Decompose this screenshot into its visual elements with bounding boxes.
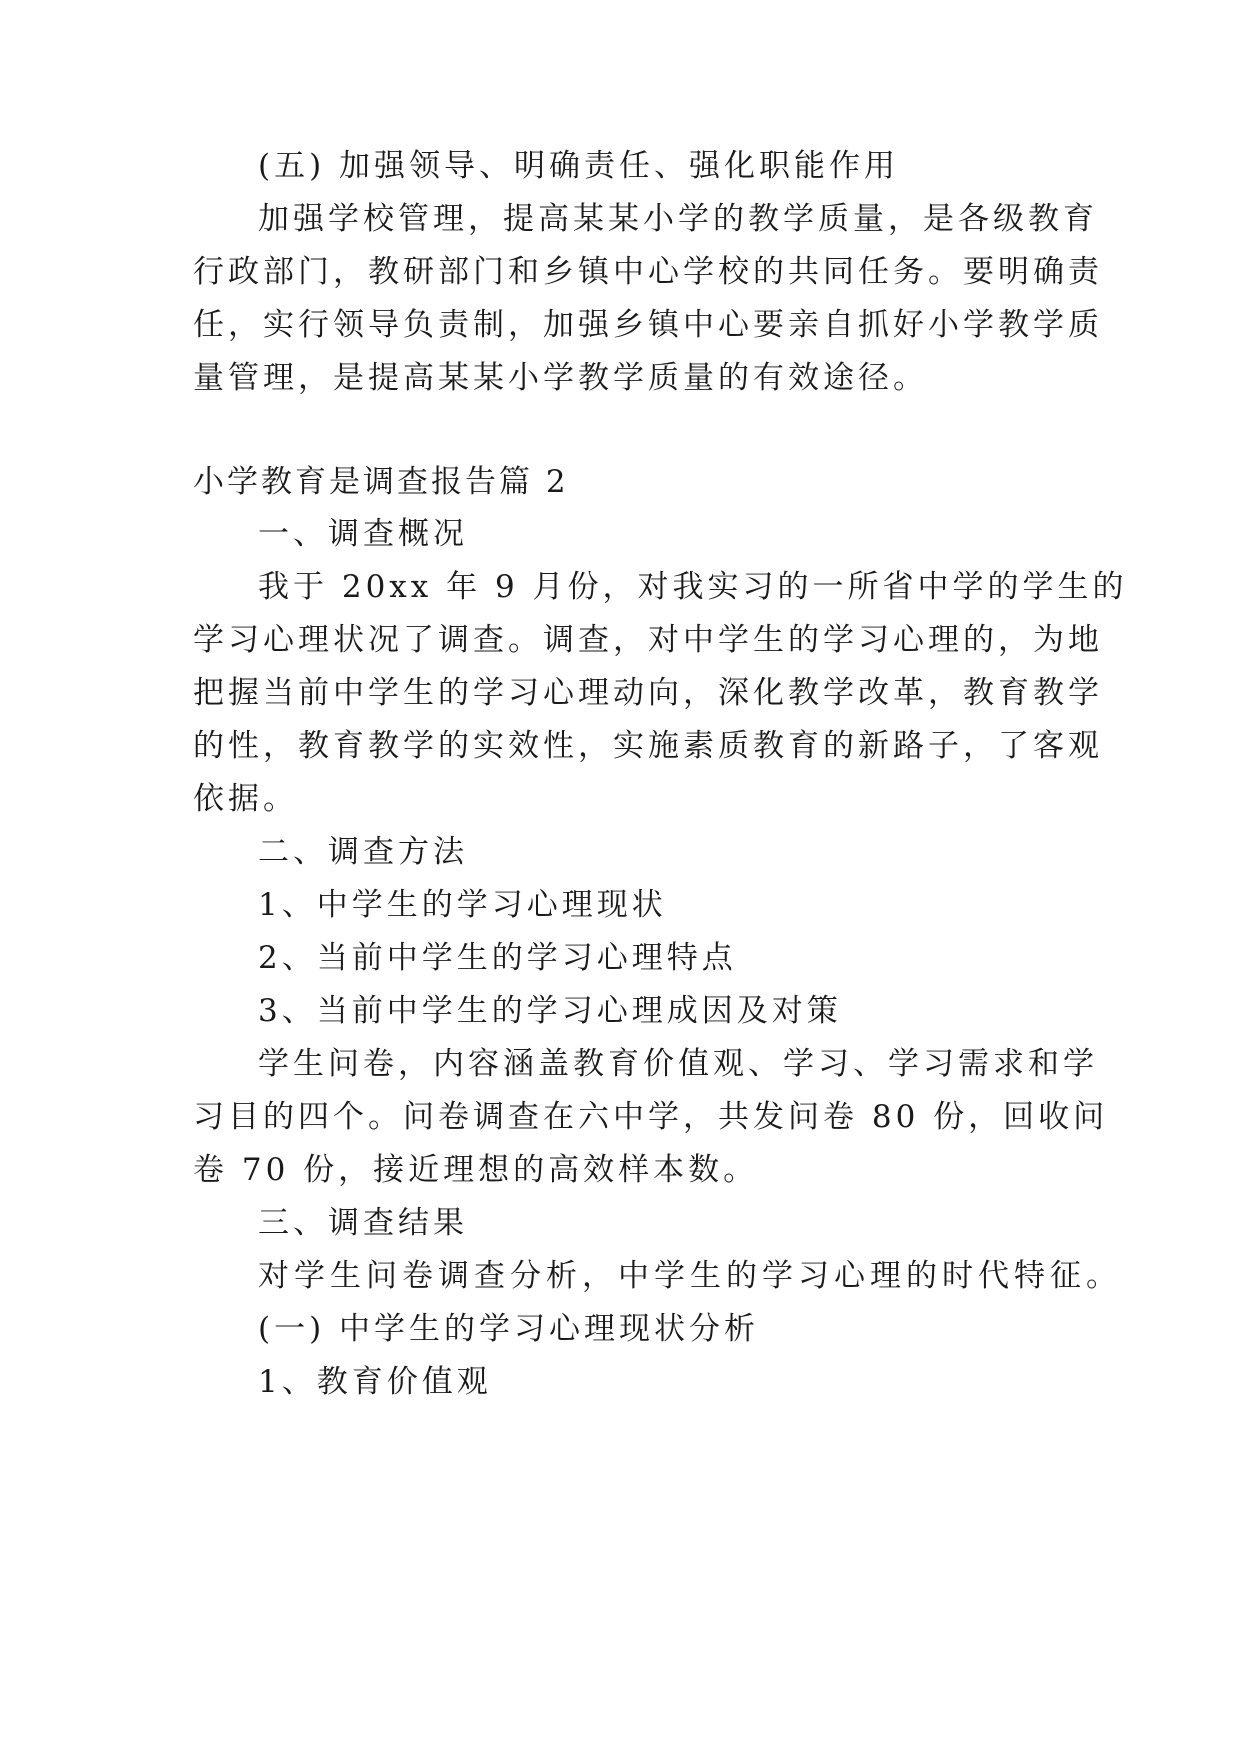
paragraph-line: 对学生问卷调查分析，中学生的学习心理的时代特征。 [258, 1258, 1122, 1294]
paragraph-line: 习目的四个。问卷调查在六中学，共发问卷 80 份，回收问 [193, 1099, 1109, 1135]
paragraph-line: 学习心理状况了调查。调查，对中学生的学习心理的，为地 [193, 622, 1103, 658]
list-item: 1、教育价值观 [258, 1364, 492, 1400]
paragraph-line: 卷 70 份，接近理想的高效样本数。 [193, 1152, 759, 1188]
paragraph-line: 加强学校管理，提高某某小学的教学质量，是各级教育 [258, 201, 1098, 237]
paragraph-line: 我于 20xx 年 9 月份，对我实习的一所省中学的学生的 [258, 569, 1128, 605]
paragraph-line: 把握当前中学生的学习心理动向，深化教学改革，教育教学 [193, 675, 1103, 711]
paragraph-line: 学生问卷，内容涵盖教育价值观、学习、学习需求和学 [258, 1046, 1098, 1082]
paragraph-line: 量管理，是提高某某小学教学质量的有效途径。 [193, 360, 928, 396]
section-heading: 二、调查方法 [258, 834, 468, 870]
list-item: 3、当前中学生的学习心理成因及对策 [258, 993, 842, 1029]
list-item: 1、中学生的学习心理现状 [258, 887, 667, 923]
paragraph-line: 任，实行领导负责制，加强乡镇中心要亲自抓好小学教学质 [193, 307, 1103, 343]
list-item: 2、当前中学生的学习心理特点 [258, 940, 737, 976]
section-heading: 一、调查概况 [258, 516, 468, 552]
paragraph-line: 依据。 [193, 781, 298, 817]
section-heading: 三、调查结果 [258, 1205, 468, 1241]
sub-heading: (一) 中学生的学习心理现状分析 [258, 1311, 760, 1347]
section-heading: (五) 加强领导、明确责任、强化职能作用 [258, 148, 900, 184]
paragraph-line: 的性，教育教学的实效性，实施素质教育的新路子，了客观 [193, 728, 1103, 764]
paragraph-line: 行政部门，教研部门和乡镇中心学校的共同任务。要明确责 [193, 254, 1103, 290]
article-title: 小学教育是调查报告篇 2 [193, 464, 569, 500]
